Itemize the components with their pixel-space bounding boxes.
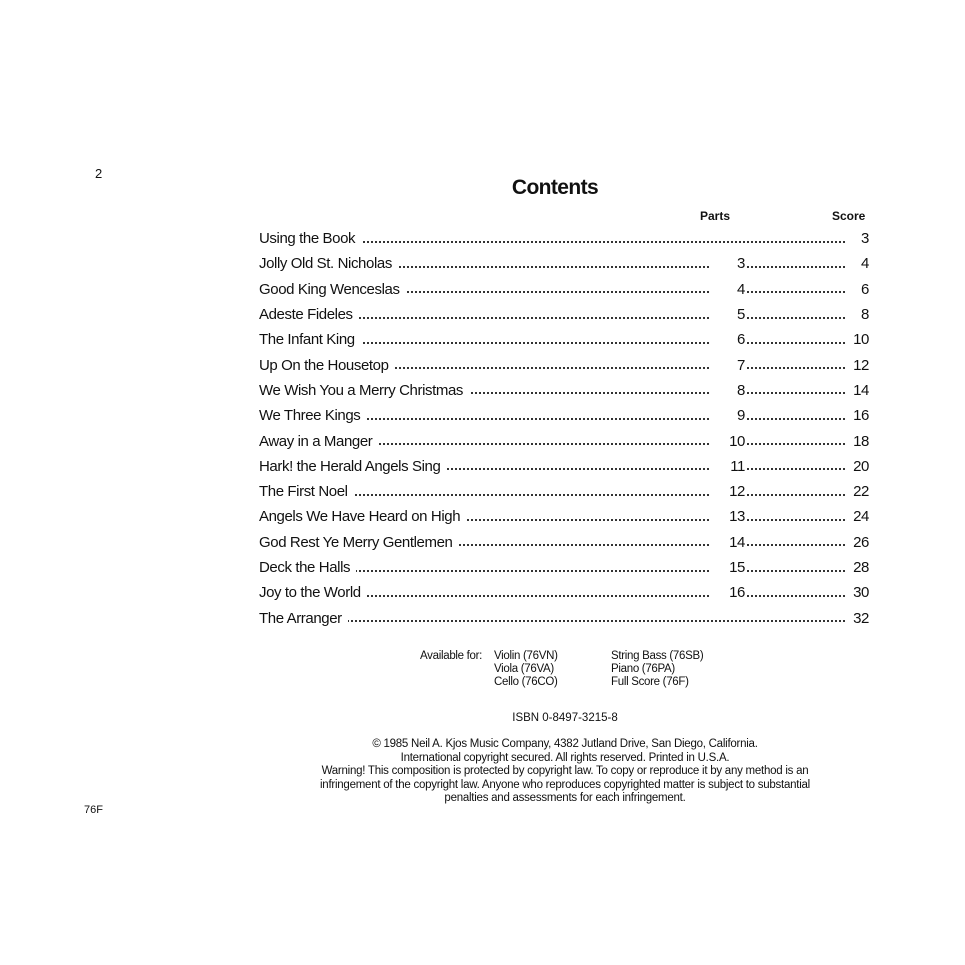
toc-entry-title: The First Noel [259, 483, 354, 500]
toc-entry-score-page: 12 [847, 357, 869, 374]
toc-entry-title: Up On the Housetop [259, 357, 395, 374]
toc-entry [259, 555, 869, 580]
toc-entry [259, 530, 869, 555]
copyright-line: © 1985 Neil A. Kjos Music Company, 4382 Jutland Drive, San Diego, California. [372, 738, 758, 750]
toc-entry-title: Angels We Have Heard on High [259, 508, 466, 525]
availability-item: Violin (76VN) [494, 650, 558, 662]
score-column-header: Score [832, 209, 866, 223]
toc-entry-parts-page: 11 [709, 458, 745, 475]
toc-entry [259, 277, 869, 302]
availability-item: Piano (76PA) [611, 663, 675, 675]
toc-entry-score-page: 22 [847, 483, 869, 500]
toc-entry [259, 352, 869, 377]
toc-entry-score-page: 16 [847, 407, 869, 424]
toc-entry-parts-page: 14 [709, 534, 745, 551]
isbn: ISBN 0-8497-3215-8 [512, 712, 618, 724]
toc-entry-parts-page: 6 [709, 331, 745, 348]
availability-list-2 [611, 650, 703, 689]
toc-entry-parts-page: 8 [709, 382, 745, 399]
availability-item: String Bass (76SB) [611, 650, 704, 662]
toc-entry-score-page: 26 [847, 534, 869, 551]
dot-leader [747, 266, 849, 268]
toc-entry-title: Joy to the World [259, 584, 367, 601]
toc-entry-title: God Rest Ye Merry Gentlemen [259, 534, 458, 551]
availability-item: Full Score (76F) [611, 676, 689, 688]
toc-entry-score-page: 4 [847, 255, 869, 272]
copyright-notice [265, 738, 865, 806]
toc-entry-parts-page: 15 [709, 559, 745, 576]
copyright-line: penalties and assessments for each infringement. [444, 792, 686, 804]
toc-entry-parts-page: 16 [709, 584, 745, 601]
page-number: 2 [95, 166, 103, 181]
toc-entry-title: Deck the Halls [259, 559, 356, 576]
dot-leader [747, 570, 849, 572]
page-title: Contents [511, 176, 599, 199]
dot-leader [747, 544, 849, 546]
availability-list-1 [494, 650, 558, 689]
toc-entry-score-page: 28 [847, 559, 869, 576]
toc-entry-score-page: 8 [847, 306, 869, 323]
copyright-line: infringement of the copyright law. Anyone who reproduces copyrighted matter is subject to substantial [320, 778, 810, 791]
toc-entry [259, 504, 869, 529]
toc-entry-score-page: 18 [847, 433, 869, 450]
toc-entry-parts-page: 4 [709, 281, 745, 298]
catalog-code: 76F [84, 804, 103, 816]
toc-entry [259, 605, 869, 630]
toc-entry-title: Jolly Old St. Nicholas [259, 255, 398, 272]
parts-column-header: Parts [700, 209, 731, 223]
toc-entry [259, 454, 869, 479]
toc-entry-title: Adeste Fideles [259, 306, 359, 323]
toc-entry-parts-page: 5 [709, 306, 745, 323]
toc-entry [259, 327, 869, 352]
dot-leader [747, 367, 849, 369]
copyright-line: Warning! This composition is protected by copyright law. To copy or reproduce it by any method is an [321, 765, 809, 777]
toc-entry-title: The Infant King [259, 331, 361, 348]
toc-entry-title: Hark! the Herald Angels Sing [259, 458, 446, 475]
availability-item: Viola (76VA) [494, 663, 554, 675]
toc-entry-title: Good King Wenceslas [259, 281, 406, 298]
toc-entry-score-page: 6 [847, 281, 869, 298]
toc-entry [259, 226, 869, 251]
copyright-line: International copyright secured. All rights reserved. Printed in U.S.A. [400, 751, 730, 764]
availability-item: Cello (76CO) [494, 676, 558, 688]
toc-entry-parts-page: 9 [709, 407, 745, 424]
toc-entry-title: We Wish You a Merry Christmas [259, 382, 469, 399]
toc-entry [259, 479, 869, 504]
toc-entry-title: Using the Book [259, 230, 361, 247]
table-of-contents [259, 226, 869, 631]
toc-entry-title: Away in a Manger [259, 433, 378, 450]
dot-leader [747, 519, 849, 521]
toc-entry [259, 403, 869, 428]
toc-entry-parts-page: 12 [709, 483, 745, 500]
toc-entry-score-page: 30 [847, 584, 869, 601]
toc-entry-score-page: 32 [847, 610, 869, 627]
dot-leader [747, 392, 849, 394]
toc-entry-title: The Arranger [259, 610, 348, 627]
toc-entry [259, 378, 869, 403]
toc-entry-score-page: 3 [847, 230, 869, 247]
toc-entry-score-page: 20 [847, 458, 869, 475]
dot-leader [747, 291, 849, 293]
dot-leader [747, 342, 849, 344]
toc-entry-parts-page: 7 [709, 357, 745, 374]
toc-entry [259, 428, 869, 453]
dot-leader [747, 494, 849, 496]
dot-leader [747, 418, 849, 420]
availability-label: Available for: [420, 650, 483, 662]
dot-leader [747, 468, 849, 470]
toc-entry-score-page: 14 [847, 382, 869, 399]
toc-entry-parts-page: 13 [709, 508, 745, 525]
toc-entry-parts-page: 3 [709, 255, 745, 272]
toc-entry-score-page: 10 [847, 331, 869, 348]
toc-entry [259, 580, 869, 605]
toc-entry-title: We Three Kings [259, 407, 366, 424]
toc-entry-parts-page: 10 [709, 433, 745, 450]
dot-leader [747, 595, 849, 597]
dot-leader [747, 317, 849, 319]
toc-entry [259, 251, 869, 276]
toc-entry-score-page: 24 [847, 508, 869, 525]
toc-entry [259, 302, 869, 327]
dot-leader [747, 443, 849, 445]
